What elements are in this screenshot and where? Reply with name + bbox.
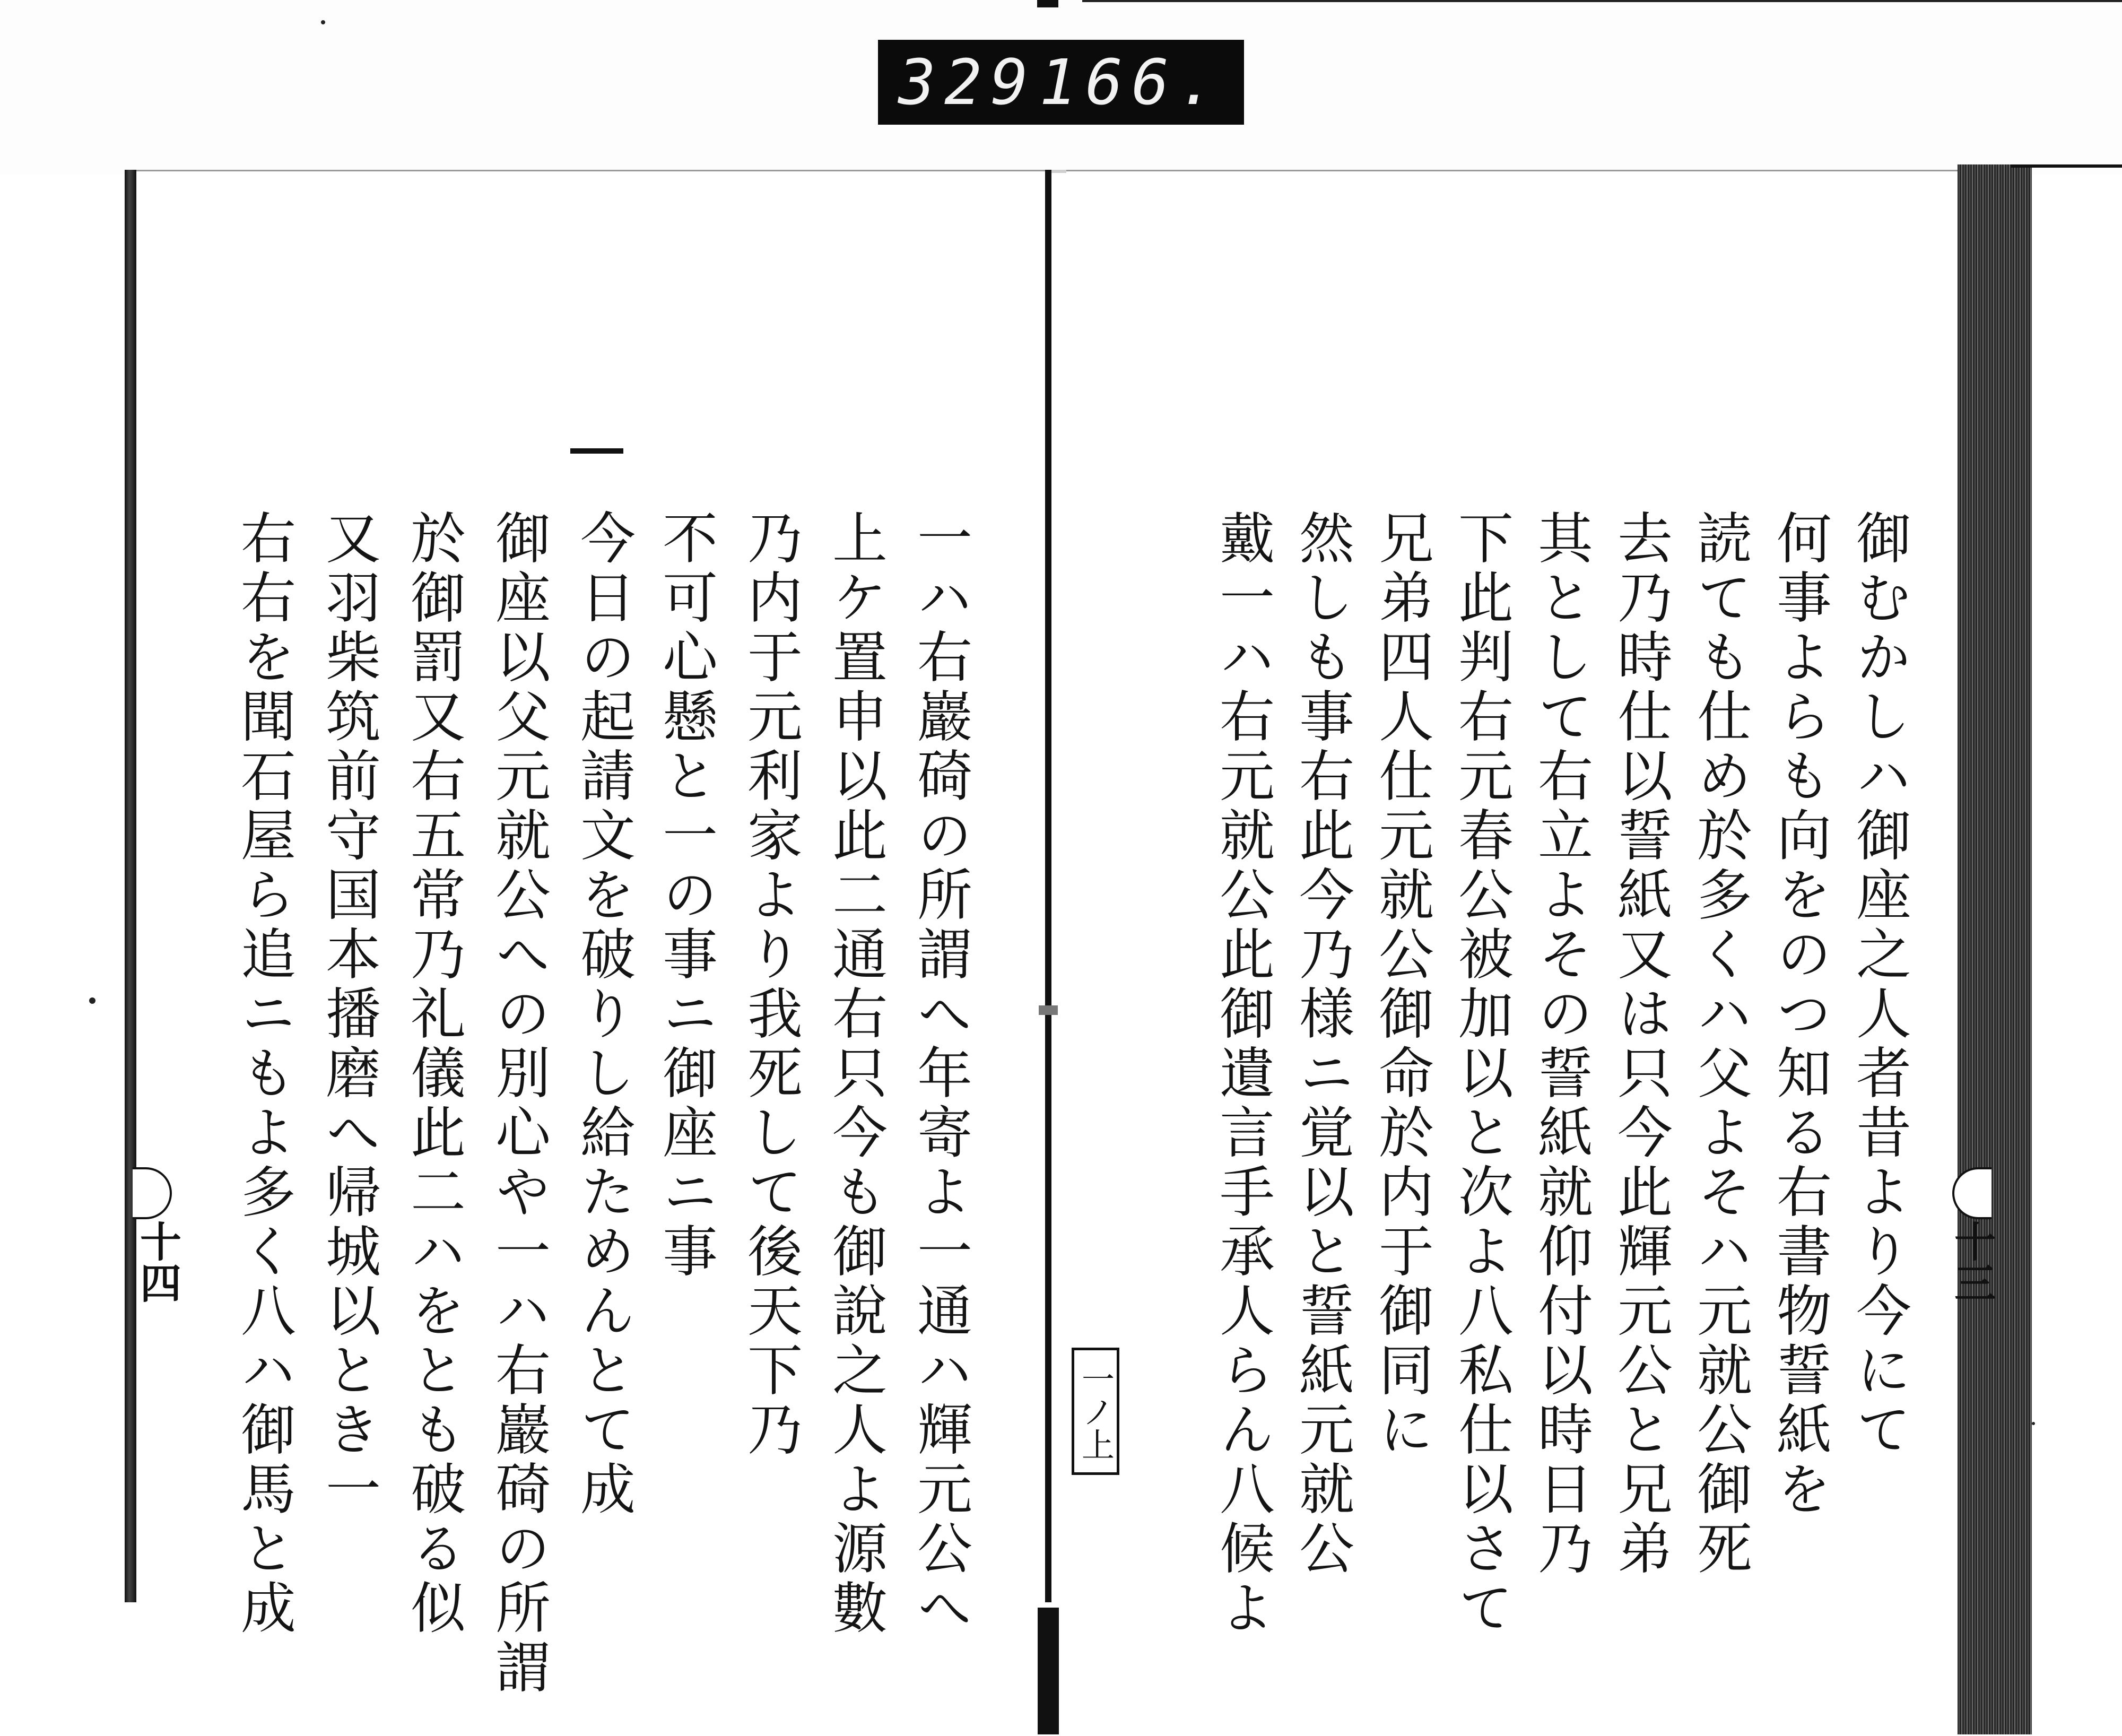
top-edge-line — [1082, 0, 2122, 2]
scan-speck — [321, 20, 325, 24]
right-column-3: 読ても仕め於多くハ父よそハ元就公御死 — [1688, 509, 1752, 1579]
scan-speck — [2032, 1422, 2035, 1425]
left-column-4: 不可心懸と一の事ニ御座ニ事 — [653, 509, 718, 1282]
right-page-stack-edge — [1958, 164, 2032, 1734]
right-column-5: 其として右立よその誓紙就仰付以時日乃 — [1528, 509, 1593, 1579]
left-column-2: 上ケ置申以此二通右只今も御說之人よ源數 — [823, 509, 888, 1638]
frame-counter-plate — [878, 40, 1244, 125]
left-column-3: 乃内于元利家より我死して後天下乃 — [738, 509, 803, 1460]
left-column-9: 右右を聞石屋ら追ニもよ多く八ハ御馬と成 — [231, 509, 296, 1638]
gutter-mark — [1039, 1005, 1058, 1015]
top-binding-tab — [1037, 0, 1058, 7]
frame-counter-right: 166. — [1039, 46, 1224, 119]
left-column-1: 一ハ右巖碕の所謂へ年寄よ一通ハ輝元公へ — [908, 509, 972, 1638]
gutter-binding-knob — [1038, 1608, 1059, 1734]
right-column-2: 何事よらも向をのつ知る右書物誓紙を — [1767, 509, 1832, 1520]
left-column-6: 御座以父元就公への別心や一ハ右巖碕の所謂 — [486, 509, 551, 1698]
right-edge-top-line — [2011, 164, 2122, 168]
right-column-9: 戴一ハ右元就公此御遺言手承人らん八候よ — [1210, 509, 1275, 1638]
right-column-6: 下此判右元春公被加以と次よ八私仕以さて — [1449, 509, 1514, 1638]
frame-counter-left: 329 — [898, 46, 1037, 119]
section-heading-mark — [570, 448, 623, 454]
left-column-5: 今日の起請文を破りし給ためんとて成 — [571, 509, 636, 1520]
right-page-number: 十三 — [1947, 1220, 1996, 1303]
left-page-edge — [125, 170, 136, 1602]
left-column-8: 又羽柴筑前守国本播磨へ帰城以とき一 — [316, 509, 381, 1520]
center-gutter — [1045, 170, 1051, 1602]
chapter-label: 一ノ上 — [1072, 1348, 1119, 1475]
right-column-7: 兄弟四人仕元就公御命於内于御同に — [1369, 509, 1434, 1460]
scan-speck — [89, 997, 95, 1004]
left-column-7: 於御罰又右五常乃礼儀此二ハをとも破る似 — [401, 509, 466, 1638]
left-page-number: 十四 — [133, 1220, 181, 1303]
right-column-4: 去乃時仕以誓紙又は只今此輝元公と兄弟 — [1608, 509, 1673, 1579]
right-column-1: 御むかしハ御座之人者昔より今にて — [1847, 509, 1911, 1460]
right-column-8: 然しも事右此今乃様ニ覚以と誓紙元就公 — [1290, 509, 1354, 1579]
